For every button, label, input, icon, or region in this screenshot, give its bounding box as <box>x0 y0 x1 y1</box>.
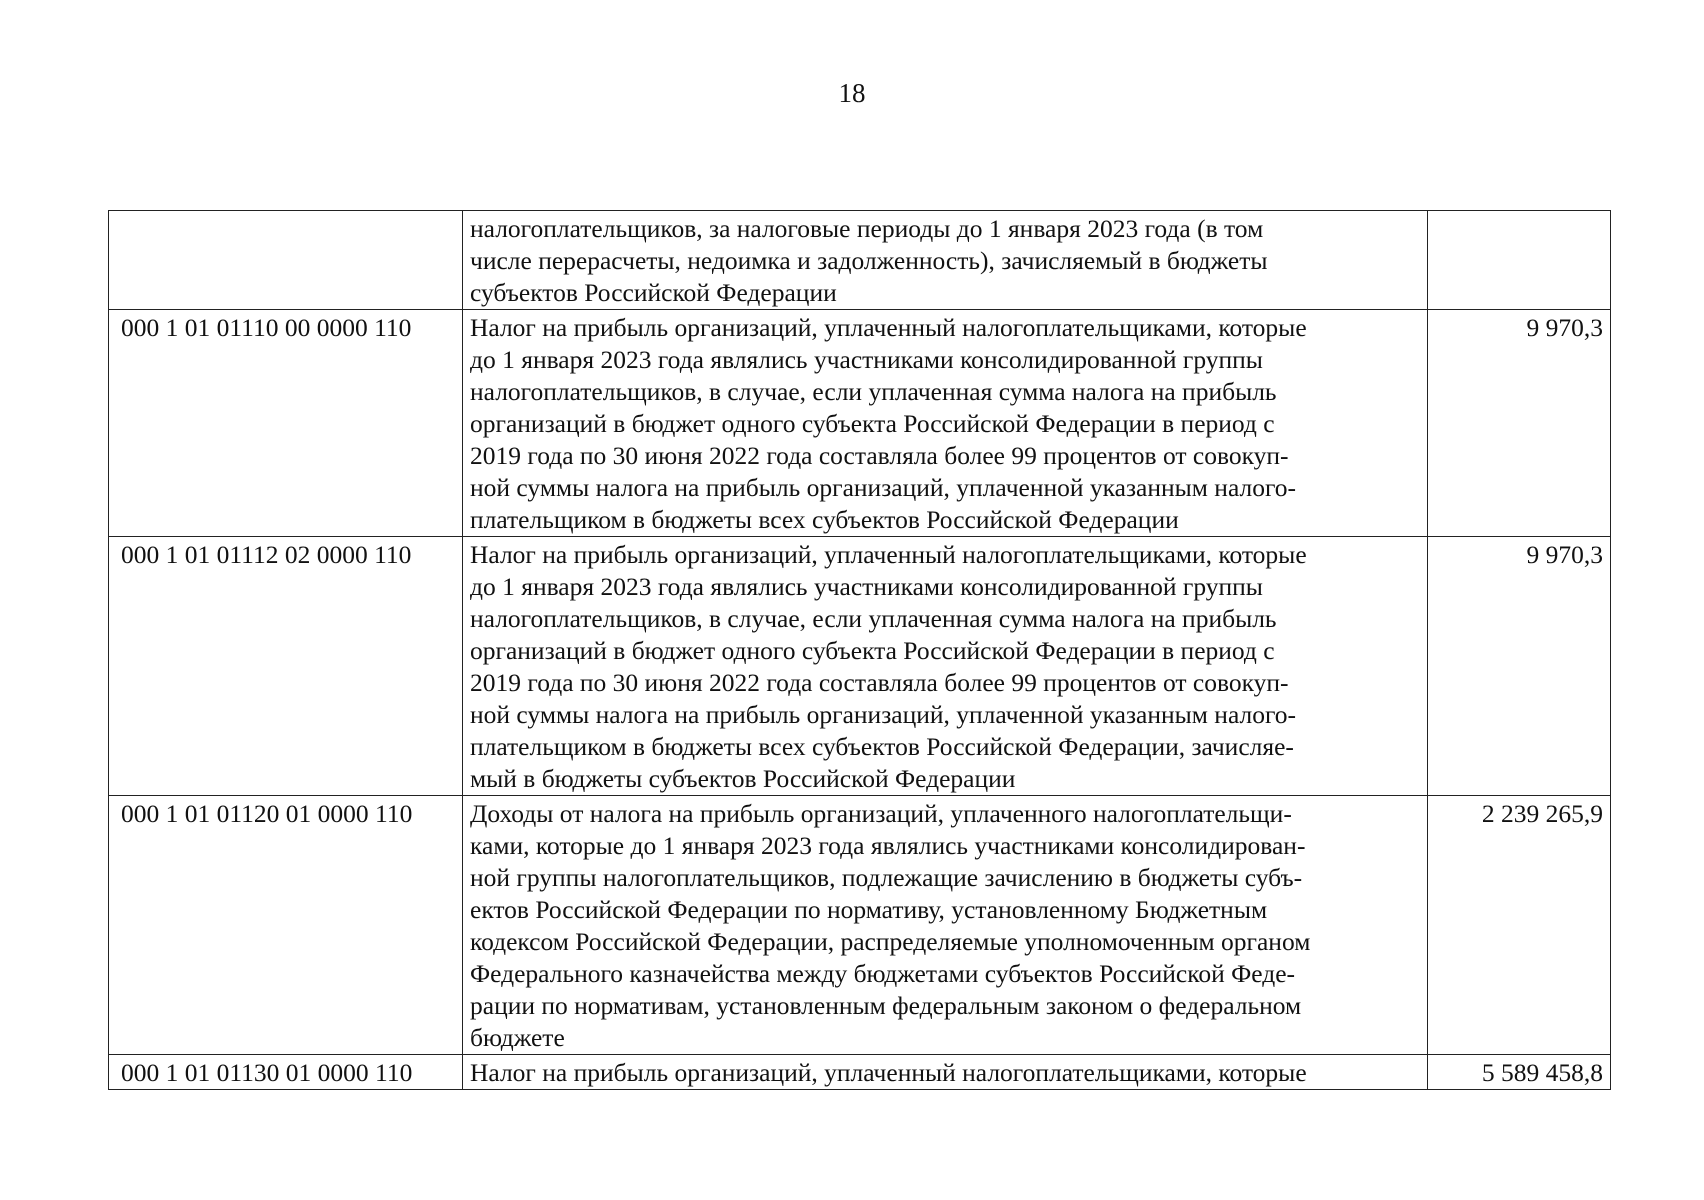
income-description: налогоплательщиков, за налоговые периоды до 1 января 2023 года (в том числе перерасчеты, недоимка и задолженность), зачисляемый в бюджеты субъектов Российской Федерации <box>463 211 1428 310</box>
budget-classification-code: 000 1 01 01110 00 0000 110 <box>109 310 463 537</box>
table-row <box>109 211 1611 310</box>
income-amount: 5 589 458,8 <box>1428 1055 1611 1090</box>
table-row <box>109 796 1611 1055</box>
budget-classification-code <box>109 211 463 310</box>
page-number: 18 <box>838 78 866 108</box>
budget-classification-code: 000 1 01 01120 01 0000 110 <box>109 796 463 1055</box>
income-description: Налог на прибыль организаций, уплаченный налогоплательщиками, которые до 1 января 2023 года являлись участниками консолидированной группы налогоплательщиков, в случае, если уплаченная сумма налога на прибыль организаций в бюджет одного субъекта Российской Федерации в период с 2019 года по 30 июня 2022 года составляла более 99 процентов от совокуп- ной суммы налога на прибыль организаций, уплаченной указанным налого- плательщиком в бюджеты всех субъектов Российской Федерации <box>463 310 1428 537</box>
budget-classification-code: 000 1 01 01130 01 0000 110 <box>109 1055 463 1090</box>
income-amount: 9 970,3 <box>1428 310 1611 537</box>
income-amount <box>1428 211 1611 310</box>
income-amount: 2 239 265,9 <box>1428 796 1611 1055</box>
income-description: Доходы от налога на прибыль организаций, уплаченного налогоплательщи- ками, которые до 1 января 2023 года являлись участниками консолидирован- ной группы налогоплательщиков, подлежащие зачислению в бюджеты субъ- ектов Российской Федерации по нормативу, установленному Бюджетным кодексом Российской Федерации, распределяемые уполномоченным органом Федерального казначейства между бюджетами субъектов Российской Феде- рации по нормативам, установленным федеральным законом о федеральном бюджете <box>463 796 1428 1055</box>
income-description: Налог на прибыль организаций, уплаченный налогоплательщиками, которые до 1 января 2023 года являлись участниками консолидированной группы налогоплательщиков, в случае, если уплаченная сумма налога на прибыль организаций в бюджет одного субъекта Российской Федерации в период с 2019 года по 30 июня 2022 года составляла более 99 процентов от совокуп- ной суммы налога на прибыль организаций, уплаченной указанным налого- плательщиком в бюджеты всех субъектов Российской Федерации, зачисляе- мый в бюджеты субъектов Российской Федерации <box>463 537 1428 796</box>
income-amount: 9 970,3 <box>1428 537 1611 796</box>
income-description: Налог на прибыль организаций, уплаченный налогоплательщиками, которые <box>463 1055 1428 1090</box>
table-row <box>109 1055 1611 1090</box>
budget-income-table <box>108 210 1611 1090</box>
budget-classification-code: 000 1 01 01112 02 0000 110 <box>109 537 463 796</box>
table-row <box>109 310 1611 537</box>
table-row <box>109 537 1611 796</box>
